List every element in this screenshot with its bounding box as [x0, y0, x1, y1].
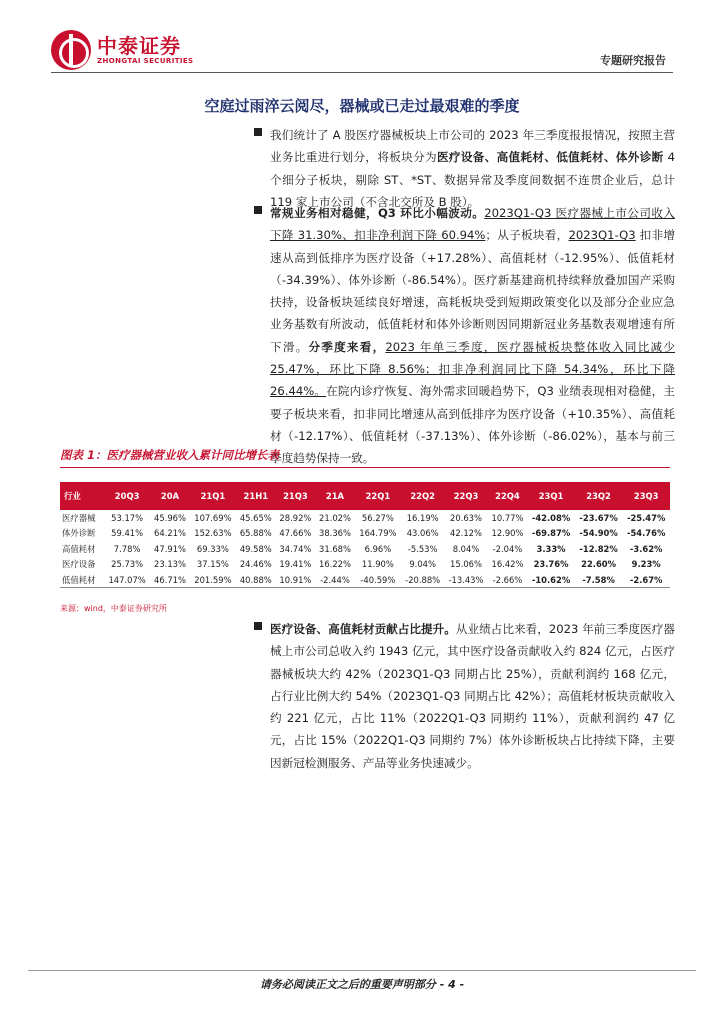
table-cell: -3.62%: [629, 543, 663, 554]
table-cell: 152.63%: [194, 528, 232, 539]
table-cell: 47.91%: [154, 543, 186, 554]
table-cell: 49.58%: [239, 543, 272, 554]
table-cell: 11.90%: [361, 559, 394, 570]
para2-text-3: 在院内诊疗恢复、海外需求回暖趋势下，Q3 业绩表现相对稳健，主要子板块来看，扣非同比增速从高到低排序为医疗设备（+10.35%）、高值耗材（-12.17%）、低值耗材（-37.13%）、体外诊断（-86.02%），基本与前三季度趋势保持一致。: [270, 384, 675, 466]
para2-underline-2: 2023Q1-Q3: [568, 228, 636, 243]
table-header-cell: 23Q2: [575, 482, 623, 510]
table-cell: 6.96%: [364, 543, 392, 554]
table-header-cell: 22Q4: [488, 482, 528, 510]
table-cell: 42.12%: [450, 528, 482, 539]
table-cell: -5.53%: [407, 543, 438, 554]
table-header-cell: 行业: [60, 482, 104, 510]
table-cell: 28.92%: [279, 512, 312, 523]
table-cell: 3.33%: [536, 543, 566, 554]
table-cell: 47.66%: [279, 528, 312, 539]
bullet-icon: [254, 206, 262, 214]
bullet-icon: [254, 622, 262, 630]
growth-table: [60, 482, 670, 588]
table-cell: -2.04%: [492, 543, 523, 554]
para1-text-2: 4 个细分子板块，剔除 ST、*ST、数据异常及季度间数据不连贯企业后，总计 119 家上市公司（不含北交所及 B 股）。: [270, 150, 675, 209]
table-cell: 医疗器械: [62, 512, 96, 523]
table-cell: -2.44%: [315, 572, 355, 588]
table-cell: -20.88%: [401, 572, 444, 588]
table-cell: 体外诊断: [62, 528, 96, 539]
table-cell: -7.58%: [575, 572, 623, 588]
paragraph-1: [270, 124, 675, 213]
company-logo: [51, 30, 194, 70]
table-cell: -54.76%: [627, 528, 666, 539]
table-row: [60, 572, 670, 588]
table-cell: 16.42%: [491, 559, 524, 570]
table-cell: -25.47%: [627, 512, 666, 523]
table-cell: 45.96%: [154, 512, 186, 523]
section-title: 空庭过雨淬云阅尽，器械或已走过最艰难的季度: [204, 97, 520, 115]
table-cell: -42.08%: [531, 512, 571, 523]
para2-underline-1: 2023Q1-Q3 医疗器械上市公司收入下降 31.30%、扣非净利润下降 60.94%: [270, 206, 675, 243]
table-row: [60, 541, 670, 557]
table-cell: 10.77%: [491, 512, 524, 523]
footer-divider: [28, 970, 696, 971]
table-row: [60, 557, 670, 573]
table-header-cell: 21H1: [236, 482, 276, 510]
table-cell: 25.73%: [111, 559, 144, 570]
table-cell: -10.62%: [527, 572, 575, 588]
table-cell: 201.59%: [190, 572, 236, 588]
table-cell: -23.67%: [579, 512, 618, 523]
figure-source: 来源：wind，中泰证券研究所: [60, 604, 167, 613]
para2-text-1: ；从子板块看，: [485, 228, 569, 243]
table-cell: -40.59%: [355, 572, 401, 588]
table-header-cell: 22Q3: [444, 482, 487, 510]
table-cell: -12.82%: [579, 543, 618, 554]
para2-underline-3: 2023 年单三季度，医疗器械板块整体收入同比减少 25.47%，环比下降 8.56%；扣非净利润同比下降 54.34%，环比下降 26.44%。: [270, 339, 675, 399]
table-cell: 164.79%: [359, 528, 397, 539]
paragraph-2: [270, 202, 675, 470]
para2-text-2: 扣非增速从高到低排序为医疗设备（+17.28%）、高值耗材（-12.95%）、低值耗材（-34.39%）、体外诊断（-86.54%）。医疗新基建商机持续释放叠加国产采购扶持，设备板块延续良好增速，高耗板块受到短期政策变化以及部分企业应急业务基数有所波动，低值耗材和体外诊断则因同期新冠业务基数表观增速有所下滑。: [270, 228, 675, 354]
table-cell: 65.88%: [239, 528, 272, 539]
table-cell: 21.02%: [319, 512, 351, 523]
table-cell: 56.27%: [361, 512, 394, 523]
table-header-cell: 21Q1: [190, 482, 236, 510]
table-cell: 23.13%: [154, 559, 186, 570]
table-header-cell: 21A: [315, 482, 355, 510]
table-cell: 23.76%: [533, 559, 569, 570]
logo-icon: [51, 30, 91, 70]
table-cell: 45.65%: [239, 512, 272, 523]
para3-text: 从业绩占比来看，2023 年前三季度医疗器械上市公司总收入约 1943 亿元，其中医疗设备贡献收入约 824 亿元，占医疗器械板块大约 42%（2023Q1-Q3 同期占比 25%），贡献利润约 168 亿元，占行业比例大约 54%（2023Q1-Q3 同期占比 42%）；高值耗材板块贡献收入约 221 亿元，占比 11%（2022Q1-Q3 同期约 11%），贡献利润约 47 亿元，占比 15%（2022Q1-Q3 同期约 7%）体外诊断板块占比持续下降，主要因新冠检测服务、产品等业务快速减少。: [270, 622, 675, 770]
table-header-cell: 22Q1: [355, 482, 401, 510]
table-header-cell: 20A: [150, 482, 190, 510]
table-header-row: [60, 482, 670, 510]
table-cell: 64.21%: [154, 528, 186, 539]
table-cell: -13.43%: [444, 572, 487, 588]
table-cell: 40.88%: [236, 572, 276, 588]
table-cell: 69.33%: [196, 543, 229, 554]
table-cell: 53.17%: [111, 512, 144, 523]
table-cell: 10.91%: [276, 572, 316, 588]
table-cell: 15.06%: [450, 559, 482, 570]
table-row: [60, 526, 670, 542]
table-cell: 9.04%: [409, 559, 436, 570]
table-cell: 59.41%: [111, 528, 144, 539]
table-header-cell: 23Q1: [527, 482, 575, 510]
table-row: [60, 510, 670, 526]
para2-bold-1: 常规业务相对稳健，Q3 环比小幅波动。: [270, 206, 485, 220]
table-cell: 低值耗材: [60, 572, 104, 588]
table-cell: 9.23%: [631, 559, 661, 570]
table-cell: -2.67%: [622, 572, 670, 588]
table-cell: 医疗设备: [62, 559, 96, 570]
para1-bold: 医疗设备、高值耗材、低值耗材、体外诊断: [436, 150, 664, 165]
figure-title: 图表 1：医疗器械营业收入累计同比增长表: [60, 447, 670, 468]
bullet-icon: [254, 128, 262, 136]
table-header-cell: 22Q2: [401, 482, 444, 510]
header-divider: [51, 72, 673, 73]
table-header-cell: 21Q3: [276, 482, 316, 510]
table-cell: 38.36%: [319, 528, 351, 539]
table-cell: 高值耗材: [62, 543, 96, 554]
table-cell: 31.68%: [319, 543, 351, 554]
table-cell: 20.63%: [450, 512, 482, 523]
table-body: [60, 510, 670, 588]
table-cell: 8.04%: [452, 543, 480, 554]
table-cell: 24.46%: [239, 559, 272, 570]
table-cell: 19.41%: [279, 559, 312, 570]
table-cell: 16.22%: [319, 559, 351, 570]
table-cell: 7.78%: [113, 543, 141, 554]
para2-bold-2: 分季度来看，: [308, 339, 386, 354]
table-cell: 12.90%: [491, 528, 524, 539]
para1-text-1: 我们统计了 A 股医疗器械板块上市公司的 2023 年三季度报报情况，按照主营业务比重进行划分，将板块分为: [270, 128, 675, 165]
table-cell: 43.06%: [406, 528, 439, 539]
table-cell: 46.71%: [150, 572, 190, 588]
table-cell: 147.07%: [104, 572, 150, 588]
table-cell: 22.60%: [581, 559, 617, 570]
table-cell: -2.66%: [488, 572, 528, 588]
table-header-cell: 20Q3: [104, 482, 150, 510]
table-cell: 34.74%: [279, 543, 312, 554]
paragraph-3: [270, 618, 675, 774]
logo-en-text: ZHONGTAI SECURITIES: [97, 57, 194, 65]
table-cell: 107.69%: [194, 512, 232, 523]
table-cell: -69.87%: [531, 528, 571, 539]
table-header-cell: 23Q3: [622, 482, 670, 510]
table-cell: -54.90%: [579, 528, 618, 539]
footer-disclaimer: 请务必阅读正文之后的重要声明部分 - 4 -: [259, 978, 465, 991]
table-cell: 37.15%: [196, 559, 229, 570]
para3-bold: 医疗设备、高值耗材贡献占比提升。: [270, 622, 456, 636]
table-cell: 16.19%: [406, 512, 439, 523]
report-type: 专题研究报告: [600, 54, 666, 67]
logo-cn-text: 中泰证券: [97, 34, 181, 58]
